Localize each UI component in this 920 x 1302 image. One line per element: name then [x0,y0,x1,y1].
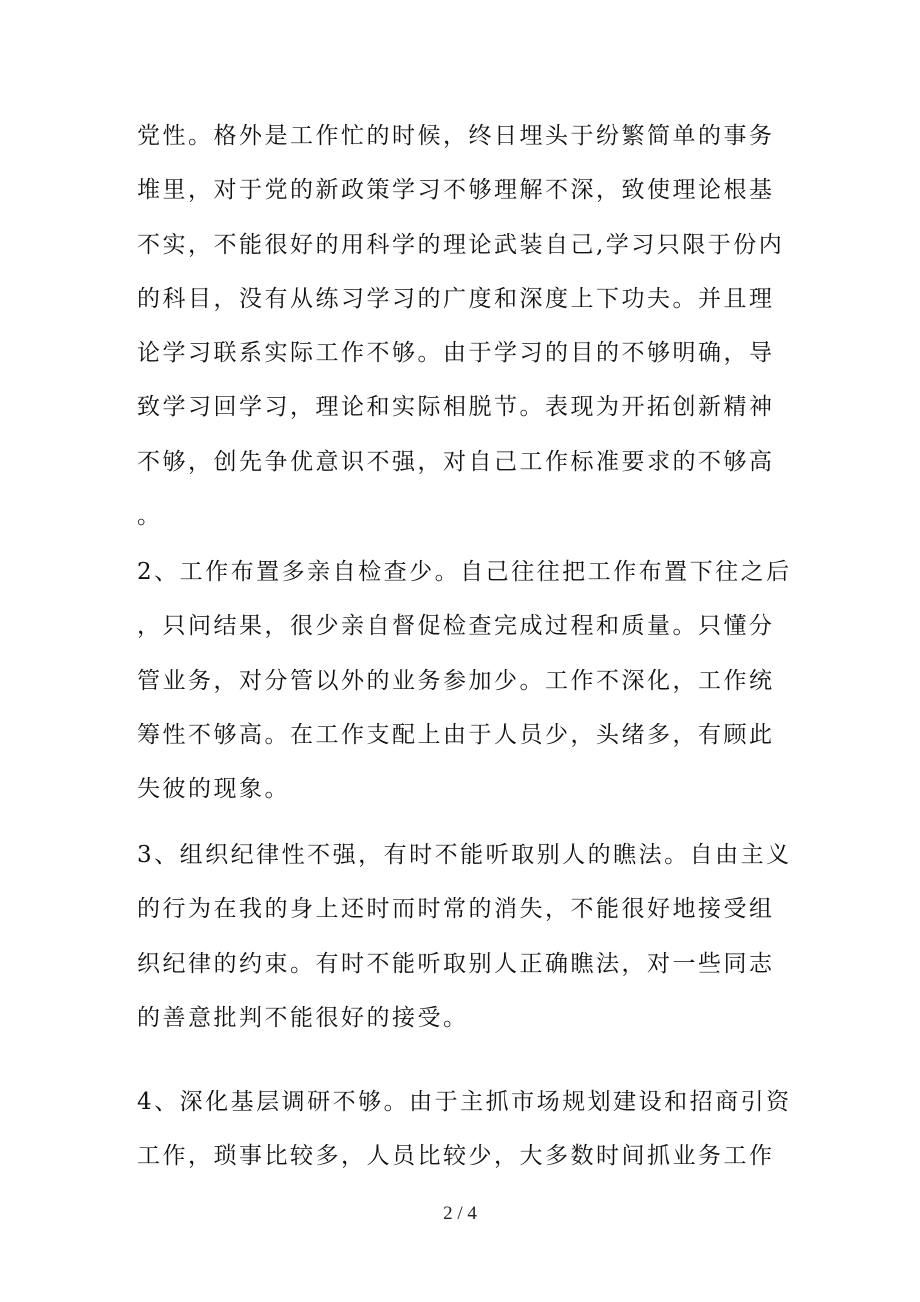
text-line: 失彼的现象。 [137,776,290,803]
paragraph-4 [137,1075,792,1184]
text-line: 管业务，对分管以外的业务参加少。工作不深化，工作统 [137,667,775,694]
text-line: 的善意批判不能很好的接受。 [137,1004,469,1031]
text-line: 论学习联系实际工作不够。由于学习的目的不够明确，导 [137,340,775,367]
page-number: 2 / 4 [443,1203,477,1224]
text-line: 致学习回学习，理论和实际相脱节。表现为开拓创新精神 [137,394,775,421]
paragraph-2 [137,545,792,816]
text-line: ，只问结果，很少亲自督促检查完成过程和质量。只懂分 [137,613,775,640]
text-line: 不够，创先争优意识不强，对自己工作标准要求的不够高 [137,448,775,475]
text-line: 的行为在我的身上还时而时常的消失，不能很好地接受组 [137,896,775,923]
text-line: 。 [137,503,163,530]
text-line: 工作，琐事比较多，人员比较少，大多数时间抓业务工作 [137,1143,775,1170]
text-line: 2、工作布置多亲自检查少。自己往往把工作布置下往之后 [137,559,792,585]
text-line: 的科目，没有从练习学习的广度和深度上下功夫。并且理 [137,285,775,312]
text-line: 堆里，对于党的新政策学习不够理解不深，致使理论根基 [137,177,775,204]
text-line: 筹性不够高。在工作支配上由于人员少，头绪多，有顾此 [137,721,775,748]
text-line: 不实，不能很好的用科学的理论武装自己,学习只限于份内 [137,231,785,258]
paragraph-3 [137,828,792,1045]
text-line: 织纪律的约束。有时不能听取别人正确瞧法，对一些同志 [137,950,775,977]
text-line: 4、深化基层调研不够。由于主抓市场规划建设和招商引资 [137,1089,792,1115]
text-line: 党性。格外是工作忙的时候，终日埋头于纷繁简单的事务 [137,123,775,149]
text-line: 3、组织纪律性不强，有时不能听取别人的瞧法。自由主义 [137,842,792,868]
paragraph-1 [137,109,787,543]
